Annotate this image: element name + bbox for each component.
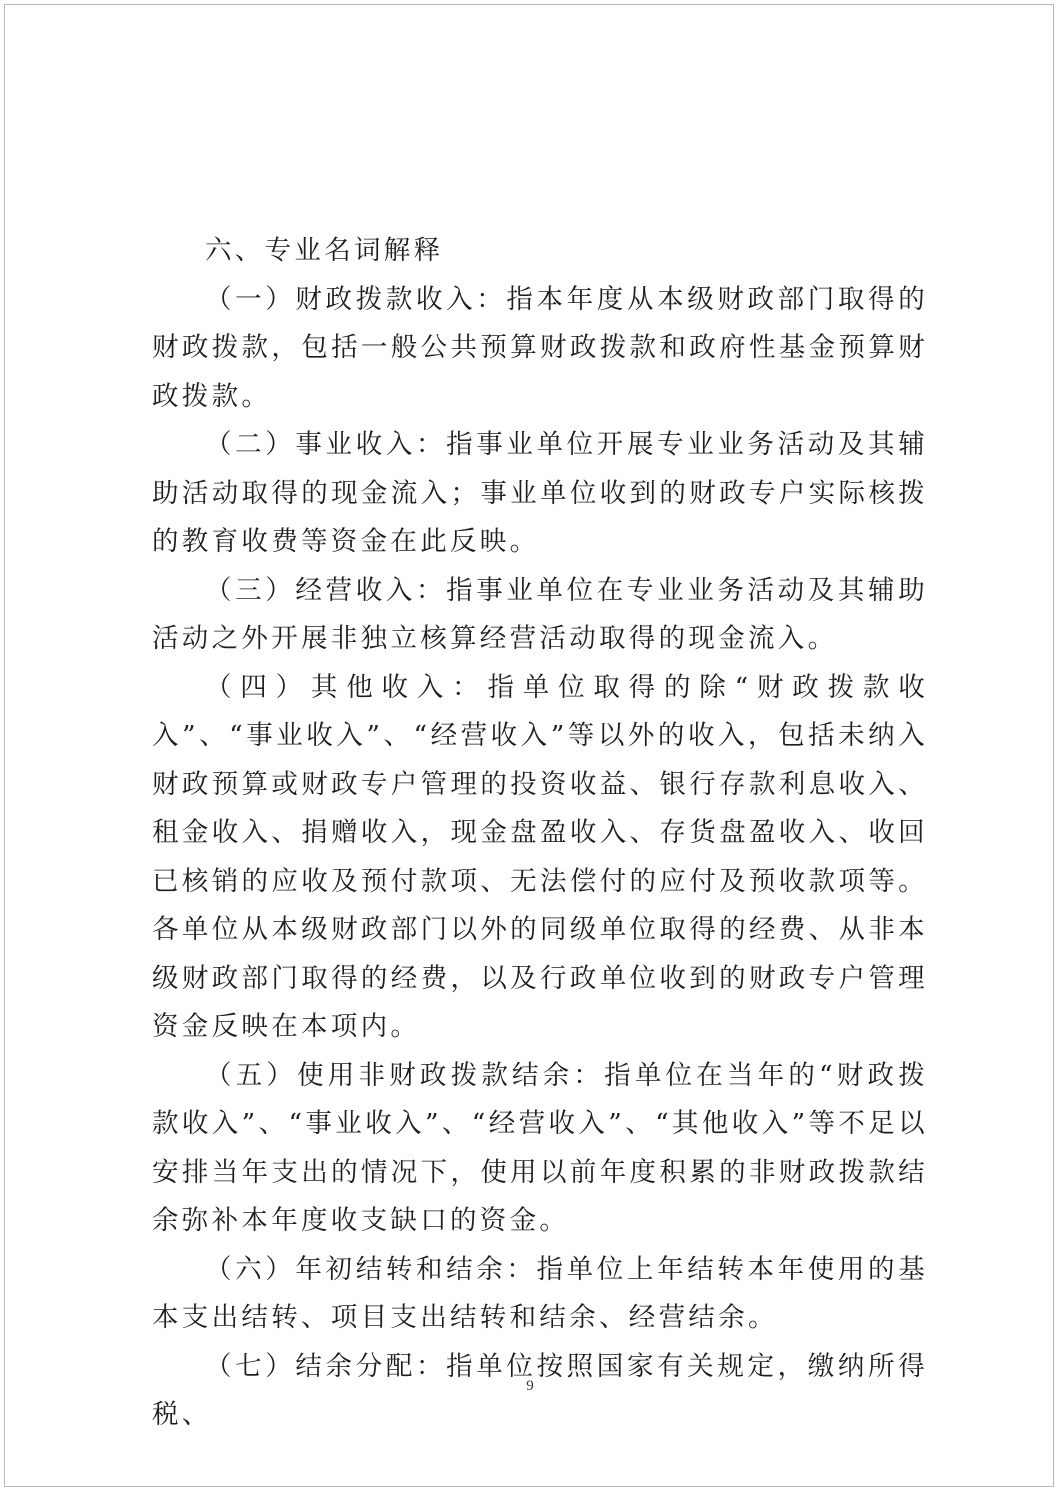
paragraph-financial-appropriation-income: （一）财政拨款收入：指本年度从本级财政部门取得的财政拨款，包括一般公共预算财政拨款和政府性基金预算财政拨款。 (152, 283, 928, 412)
page-number: 9 (526, 1378, 534, 1394)
paragraph-opening-carryover: （六）年初结转和结余：指单位上年结转本年使用的基本支出结转、项目支出结转和结余、经营结余。 (152, 1253, 928, 1333)
paragraph-other-income: （四）其他收入：指单位取得的除“财政拨款收入”、“事业收入”、“经营收入”等以外的收入，包括未纳入财政预算或财政专户管理的投资收益、银行存款利息收入、租金收入、捐赠收入，现金盘盈收入、存货盘盈收入、收回已核销的应收及预付款项、无法偿付的应付及预收款项等。各单位从本级财政部门以外的同级单位取得的经费、从非本级财政部门取得的经费，以及行政单位收到的财政专户管理资金反映在本项内。 (152, 671, 928, 1042)
paragraph-surplus-distribution: （七）结余分配：指单位按照国家有关规定，缴纳所得税、 (152, 1350, 928, 1430)
document-body (152, 227, 928, 1440)
paragraph-non-financial-surplus-use: （五）使用非财政拨款结余：指单位在当年的“财政拨款收入”、“事业收入”、“经营收入”、“其他收入”等不足以安排当年支出的情况下，使用以前年度积累的非财政拨款结余弥补本年度收支缺口的资金。 (152, 1059, 928, 1236)
page (4, 4, 1054, 1487)
paragraph-business-income: （二）事业收入：指事业单位开展专业业务活动及其辅助活动取得的现金流入；事业单位收到的财政专户实际核拨的教育收费等资金在此反映。 (152, 429, 928, 557)
paragraph-operating-income: （三）经营收入：指事业单位在专业业务活动及其辅助活动之外开展非独立核算经营活动取得的现金流入。 (152, 574, 928, 654)
section-heading: 六、专业名词解释 (205, 235, 444, 266)
